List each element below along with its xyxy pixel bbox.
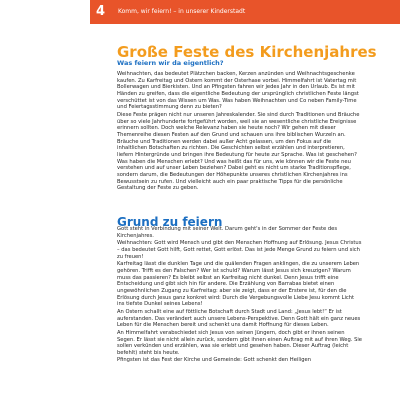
page-title: Große Feste des Kirchenjahres: [117, 43, 377, 62]
section-subtitle: Was feiern wir da eigentlich?: [117, 59, 224, 67]
paragraph: An Ostern schallt eine auf föttliche Botschaft durch Stadt und Land: „Jesus lebt!“ Er ist auferstanden. Das verändert auch unsere Lebens-Perspektive. Denn Gott hält ein ganz neues Leben für die Menschen bereit und schenkt uns damit Hoffnung für dieses Leben.: [117, 308, 361, 329]
section-2-body: [117, 226, 362, 400]
section-1-body: [117, 71, 362, 213]
running-head: Komm, wir feiern! – in unserer Kinderstadt: [118, 8, 246, 15]
paragraph: Karfreitag lässt die dunklen Tage und die quälenden Fragen anklingen, die zu unserem Leben gehören. Trifft es den Falschen? Wer ist schuld? Warum lässt Jesus sich kreuzigen? Warum muss das passieren? Es bleibt selbst an Karfreitag nicht dunkel. Denn Jesus trifft eine Entscheidung und gibt sich hin für andere. Die Erzählung von Barrabas bietet einen ungewöhnlichen Zugang zu Karfreitag: aber sie zeigt, dass er der Erstere ist, für den die Erlösung durch Jesus ganz konkret wird: Durch die Vergebungsvolle Liebe Jesu kommt Licht ins tiefste Dunkel seines Lebens!: [117, 261, 360, 308]
section-heading: Grund zu feiern: [117, 214, 223, 229]
paragraph: An Himmelfahrt verabschiedet sich Jesus von seinen Jüngern, doch gibt er ihnen seinen Segen. Er lässt sie nicht allein zurück, sondern gibt ihnen einen Auftrag mit auf ihren Weg. Sie sollen verkünden und erzählen, was sie erlebt und gesehen haben. Dieser Auftrag (leicht befehlt) steht bis heute.: [117, 329, 362, 356]
page-number: 4: [96, 4, 106, 19]
paragraph: Weihnachten: Gott wird Mensch und gibt den Menschen Hoffnung auf Erlösung. Jesus Christus – das bedeutet Gott hilft, Gott rettet, Gott erlöst. Das ist jede Menge Grund zu feiern und sich zu freuen!: [117, 240, 362, 260]
paragraph: Weihnachten, das bedeutet Plätzchen backen, Kerzen anzünden und Weihnachtsgeschenke kaufen. Zu Karfreitag und Ostern kommt der Osterhase vorbei. Himmelfahrt ist Vatertag mit Bollerwagen und Bierkisten. Und an Pfingsten fahren wir jedes Jahr in den Urlaub. Es ist mit Händen zu greifen, dass die eigentliche Bedeutung der ursprünglich christlichen Feste längst verschüttet ist von das Wissen um Was. Was haben Weihnachten und Co neben Family-Time und Feiertagsstimmung denn zu bieten?: [117, 71, 359, 111]
paragraph: Pfingsten ist das Fest der Kirche und Gemeinde: Gott schenkt den Heiligen: [117, 357, 311, 364]
paragraph: Gott steht in Verbindung mit seiner Welt. Darum geht's in der Sommer der Feste des Kirchenjahres.: [117, 226, 338, 239]
paragraph: Diese Feste prägen nicht nur unseren Jahreskalender. Sie sind durch Traditionen und Bräuche über so viele Jahrhunderte fortgeführt worden, weil sie an wesentliche christliche Ereignisse erinnern sollten. Doch welche Relevanz haben sie heute noch? Wir gehen mit dieser Themenreihe diesen Festen auf den Grund und schauen uns ihre biblischen Wurzeln an. Bräuche und Traditionen werden dabei außer Acht gelassen, um den Fokus auf die inhaltlichen Botschaften zu richten. Die Geschichten selbst erzählen und interpretieren, liefern Hintergründe und bringen ihre Bedeutung für heute zur Sprache. Was ist geschehen? Was haben die Menschen erlebt? Und was heißt das für uns, wie können wir die Feste neu verstehen und auf unser Leben beziehen? Dabei geht es nicht um starke Traditionspflege, sondern darum, die Bedeutungen der Höhepunkte unseres christlichen Kirchenjahres ins Bewusstsein zu rufen. Und vielleicht auch ein paar praktische Tipps für die persönliche Gestaltung der Feste zu geben.: [117, 111, 360, 192]
